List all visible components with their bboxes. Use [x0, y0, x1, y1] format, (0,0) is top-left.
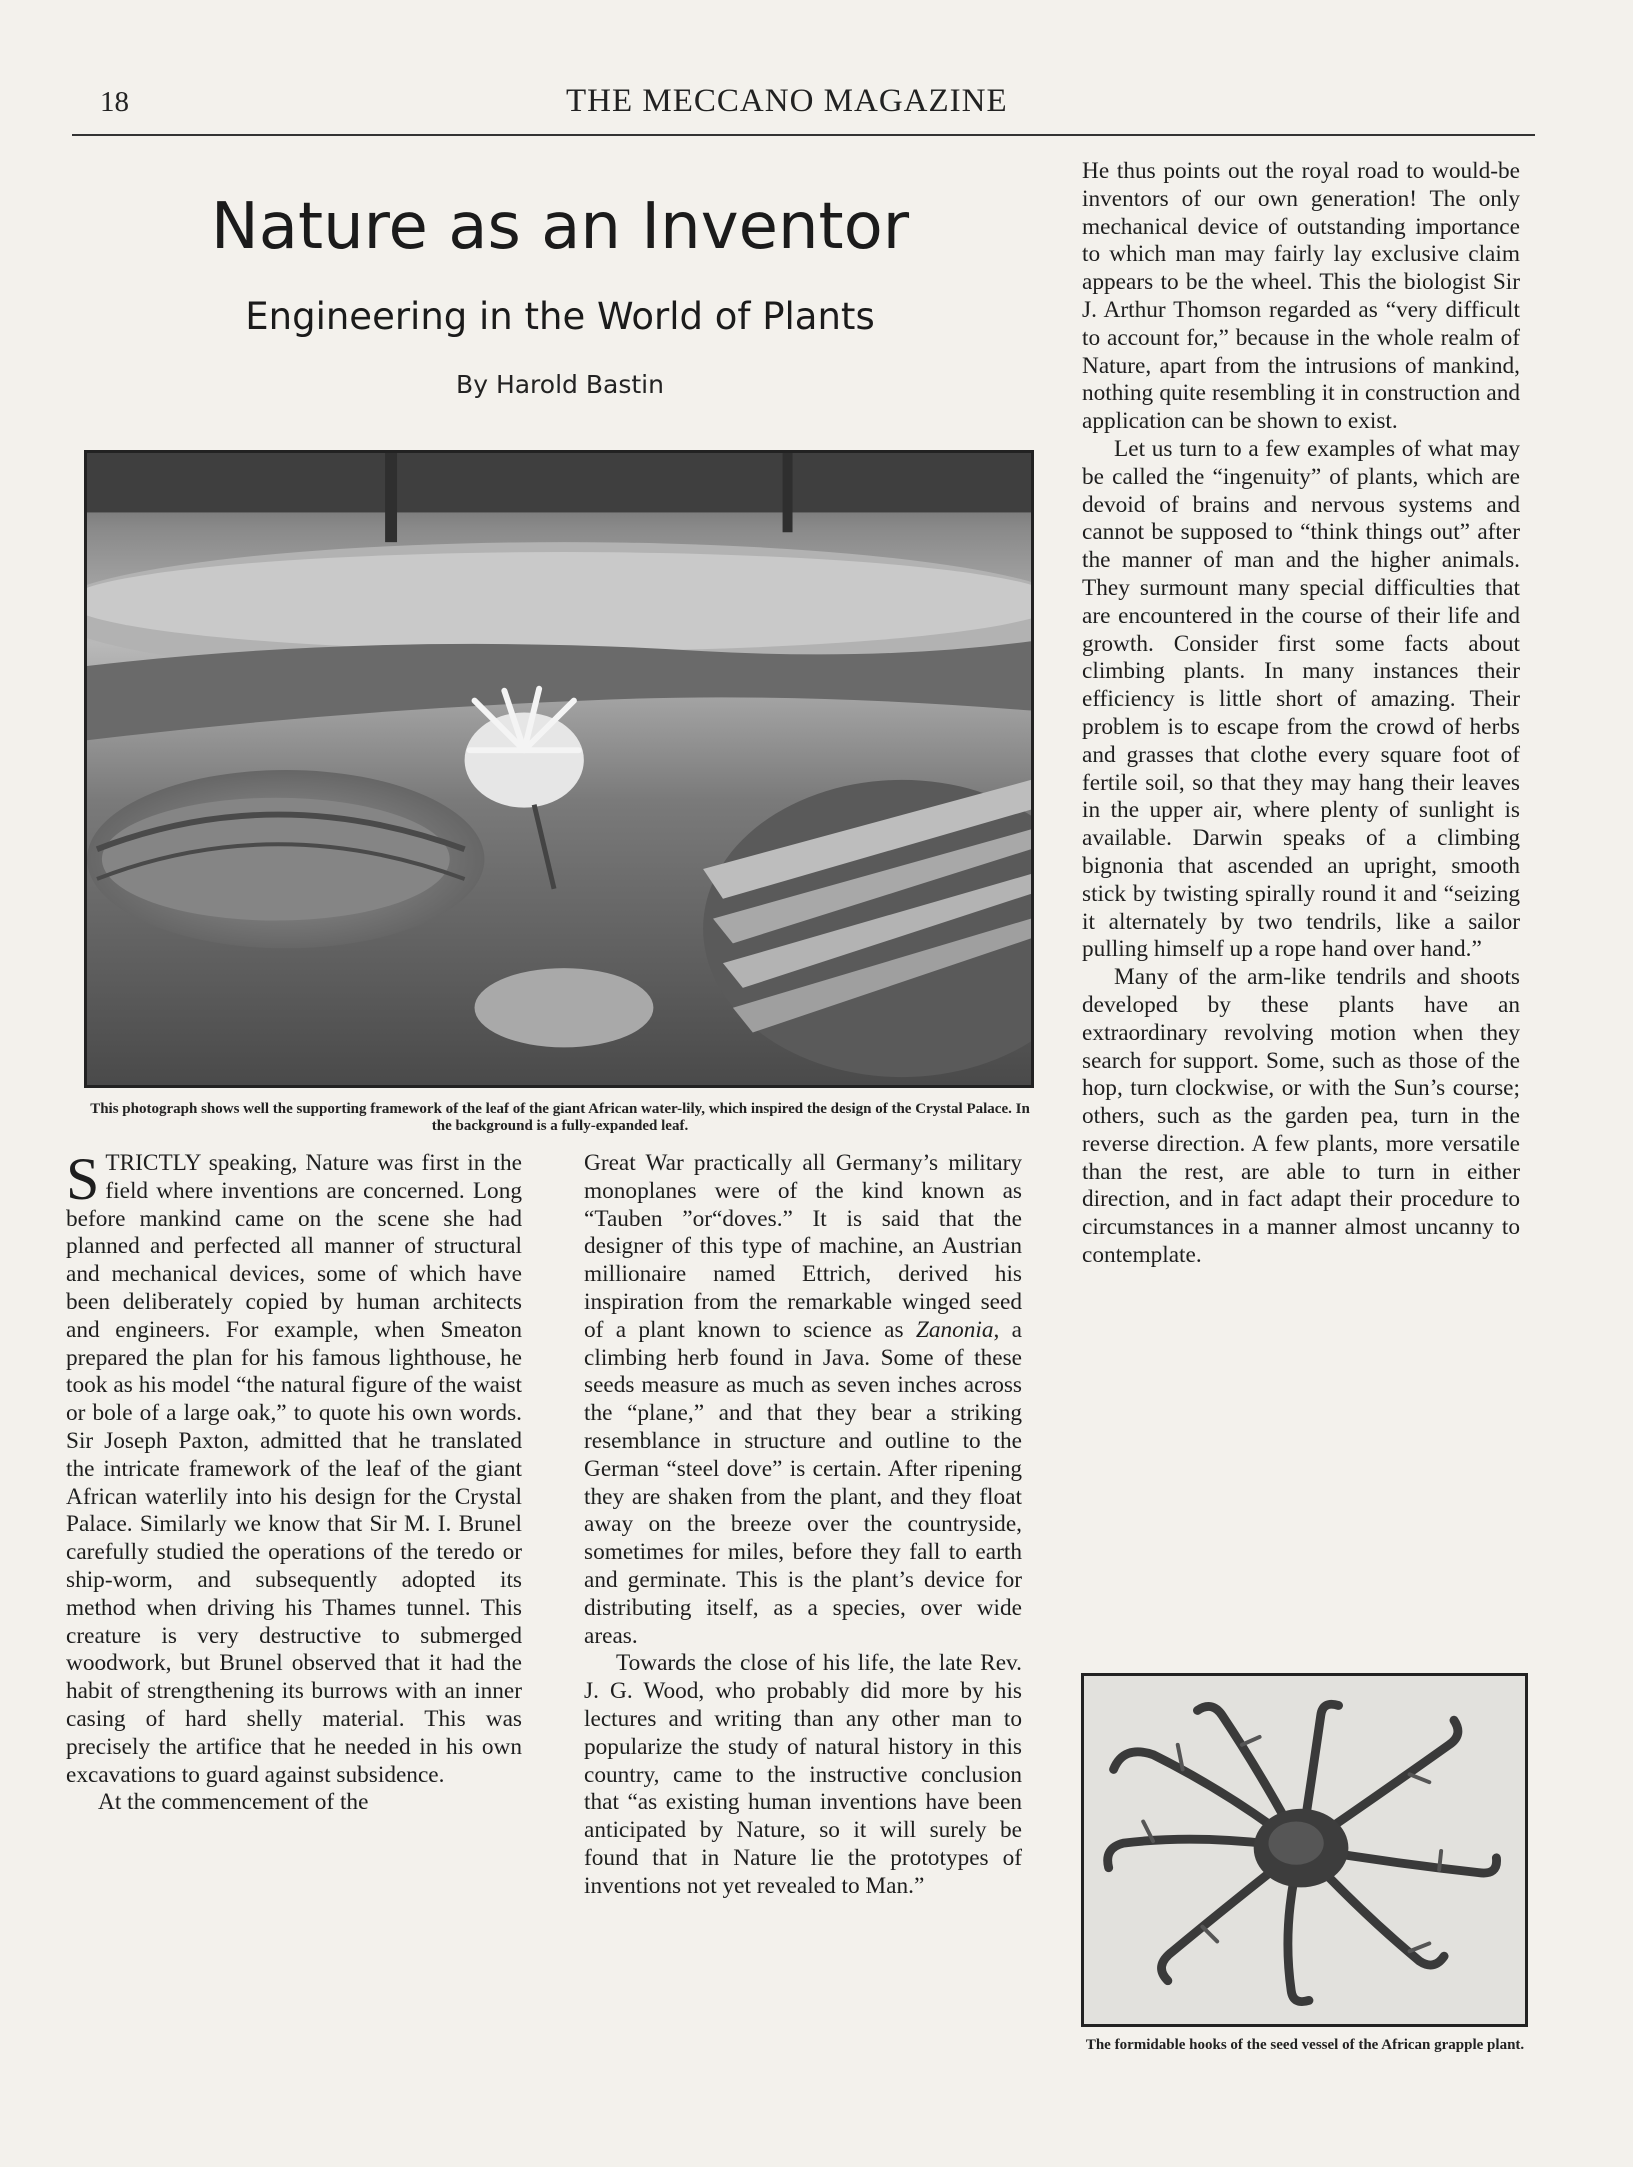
figure-2-caption: The formidable hooks of the seed vessel of the African grapple plant.	[1085, 2037, 1525, 2053]
col3-paragraph-2: Let us turn to a few examples of what may be called the “ingenuity” of plants, which are devoid of brains and nervous systems and cannot be supposed to “think things out” after the manner of man and the higher animals. They surmount many special difficulties that are encountered in the course of their life and growth. Consider first some facts about climbing plants. In many instances their efficiency is little short of amazing. Their problem is to escape from the crowd of herbs and grasses that clothe every square foot of fertile soil, so that they may hang their leaves in the upper air, where plenty of sunlight is available. Darwin speaks of a climbing bignonia that ascended an upright, smooth stick by twisting spirally round it and “seizing it alternately by two tendrils, like a sailor pulling himself up a rope hand over hand.”	[1082, 435, 1520, 963]
col3-paragraph-1: He thus points out the royal road to would-be inventors of our own generation! The only mechanical device of outstanding importance to which man may fairly lay exclusive claim appears to be the wheel. This the biologist Sir J. Arthur Thomson regarded as “very difficult to account for,” because in the whole realm of Nature, apart from the intrusions of mankind, nothing quite resembling it in construction and application can be shown to exist.	[1082, 158, 1520, 435]
water-lily-photo	[84, 450, 1034, 1088]
col2-paragraph-2: Towards the close of his life, the late Rev. J. G. Wood, who probably did more by his lectures and writing than any other man to popularize the study of natural history in this country, came to the instructive conclusion that “as existing human inventions have been anticipated by Nature, so it will surely be found that in Nature lie the prototypes of inventions not yet revealed to Man.”	[584, 1650, 1022, 1899]
article-subtitle: Engineering in the World of Plants	[245, 295, 875, 338]
drop-cap: S	[66, 1146, 100, 1212]
page-number: 18	[100, 86, 129, 118]
figure-1-caption: This photograph shows well the supporting framework of the leaf of the giant African water-lily, which inspired the design of the Crystal Palace. In the background is a fully-expanded leaf.	[90, 1101, 1030, 1134]
col2-p1-end: , a climbing herb found in Java. Some of these seeds measure as much as seven inches across the “plane,” and that they bear a striking resemblance in structure and outline to the German “steel dove” is certain. After ripening they are shaken from the plant, and they float away on the breeze over the countryside, sometimes for miles, before they fall to earth and germinate. This is the plant’s device for distributing itself, as a species, over wide areas.	[584, 1316, 1022, 1649]
magazine-title: THE MECCANO MAGAZINE	[566, 83, 1008, 119]
grapple-plant-photo	[1081, 1673, 1528, 2027]
col1-paragraph-1: TRICTLY speaking, Nature was first in the field where inventions are concerned. Long before mankind came on the scene she had planned and perfected all manner of structural and mechanical devices, some of which have been deliberately copied by human architects and engineers. For example, when Smeaton prepared the plan for his famous lighthouse, he took as his model “the natural figure of the waist or bole of a large oak,” to quote his own words. Sir Joseph Paxton, admitted that he translated the intricate framework of the leaf of the giant African waterlily into his design for the Crystal Palace. Similarly we know that Sir M. I. Brunel carefully studied the operations of the teredo or ship-worm, and subsequently adopted its method when driving his Thames tunnel. This creature is very destructive to submerged woodwork, but Brunel observed that it had the habit of strengthening its burrows with an inner casing of hard shelly material. This was precisely the artifice that he needed in his own excavations to guard against subsidence.	[66, 1150, 522, 1788]
article-byline: By Harold Bastin	[456, 370, 664, 399]
body-column-3	[1082, 158, 1520, 1270]
col2-p1-start: Great War practically all Germany’s military monoplanes were of the kind known as “Tauben ”or“doves.” It is said that the designer of this type of machine, an Austrian millionaire named Ettrich, derived his inspiration from the remarkable winged seed of a plant known to science as	[584, 1150, 1022, 1343]
body-column-2	[584, 1150, 1022, 1901]
header-rule	[72, 134, 1535, 136]
article-title: Nature as an Inventor	[210, 190, 910, 264]
col1-paragraph-2: At the commencement of the	[98, 1789, 369, 1816]
col2-p1-italic: Zanonia	[915, 1316, 994, 1343]
body-column-1	[66, 1146, 522, 1817]
col2-paragraph-1	[584, 1150, 1022, 1650]
col3-paragraph-3: Many of the arm-like tendrils and shoots developed by these plants have an extraordinary revolving motion when they search for support. Some, such as those of the hop, turn clockwise, or with the Sun’s course; others, such as the garden pea, turn in the reverse direction. A few plants, more versatile than the rest, are able to turn in either direction, and in fact adapt their procedure to circumstances in a manner almost uncanny to contemplate.	[1082, 964, 1520, 1269]
